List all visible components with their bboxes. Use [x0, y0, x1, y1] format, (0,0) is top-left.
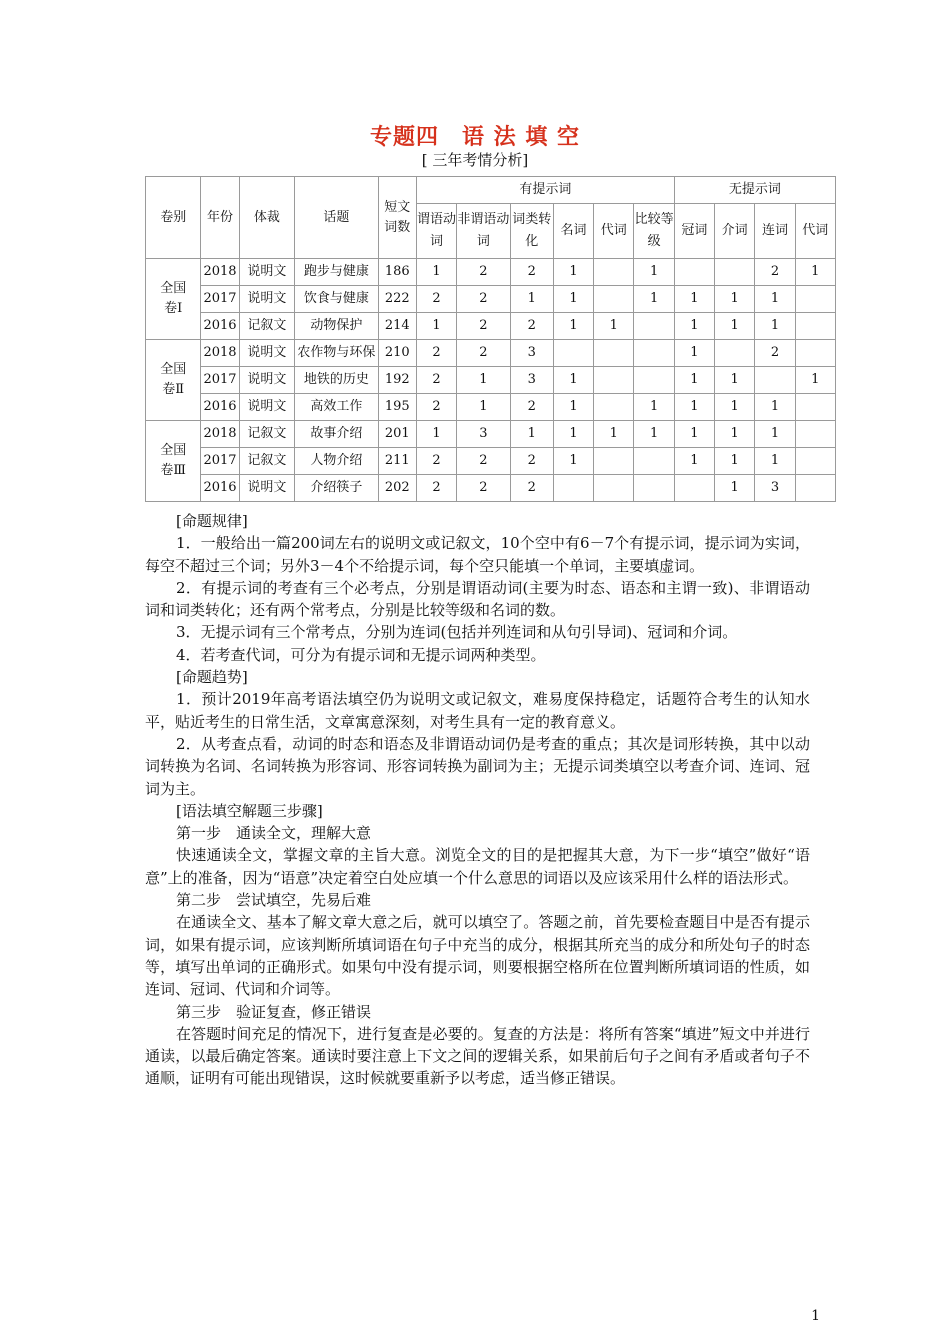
cell-year: 2018: [201, 421, 239, 448]
table-row: [146, 367, 836, 394]
cell-count-9: [795, 448, 835, 475]
cell-count-9: [795, 394, 835, 421]
cell-count-7: 1: [715, 367, 755, 394]
cell-count-4: 1: [594, 421, 634, 448]
cell-genre: 说明文: [239, 259, 294, 286]
subheader-with-hint-4: 代词: [594, 204, 634, 259]
cell-genre: 说明文: [239, 394, 294, 421]
cell-count-7: 1: [715, 286, 755, 313]
cell-year: 2017: [201, 367, 239, 394]
cell-count-3: 1: [553, 313, 593, 340]
cell-genre: 说明文: [239, 286, 294, 313]
cell-count-2: 2: [510, 448, 553, 475]
cell-count-1: 2: [457, 475, 510, 502]
cell-count-6: [674, 259, 714, 286]
cell-count-9: 1: [795, 259, 835, 286]
cell-count-2: 1: [510, 286, 553, 313]
volume-label: 全国卷Ⅲ: [146, 421, 201, 502]
cell-count-1: 1: [457, 367, 510, 394]
cell-topic: 动物保护: [295, 313, 379, 340]
cell-count-1: 2: [457, 286, 510, 313]
table-row: [146, 340, 836, 367]
paragraph: 3．无提示词有三个常考点，分别为连词(包括并列连词和从句引导词)、冠词和介词。: [176, 623, 738, 642]
cell-count-5: [634, 475, 674, 502]
cell-topic: 高效工作: [295, 394, 379, 421]
cell-topic: 地铁的历史: [295, 367, 379, 394]
subheader-with-hint-5: 比较等级: [634, 204, 674, 259]
header-volume: 卷别: [146, 177, 201, 259]
cell-count: 201: [378, 421, 416, 448]
cell-count-0: 2: [416, 340, 456, 367]
table-row: [146, 394, 836, 421]
cell-count-0: 1: [416, 259, 456, 286]
table-row: [146, 286, 836, 313]
cell-genre: 说明文: [239, 475, 294, 502]
cell-topic: 人物介绍: [295, 448, 379, 475]
paragraph: 第三步 验证复查，修正错误: [176, 1002, 372, 1021]
page-title: 专题四 语 法 填 空: [370, 125, 580, 150]
cell-count-4: [594, 475, 634, 502]
cell-count-0: 1: [416, 421, 456, 448]
subheader-with-hint-2: 词类转化: [510, 204, 553, 259]
paragraph: 2．有提示词的考查有三个必考点，分别是谓语动词(主要为时态、语态和主谓一致)、非谓语动词和词类转化；还有两个常考点，分别是比较等级和名词的数。: [145, 578, 810, 620]
cell-count-2: 2: [510, 259, 553, 286]
cell-count: 186: [378, 259, 416, 286]
cell-count-5: 1: [634, 259, 674, 286]
cell-count-3: [553, 475, 593, 502]
cell-genre: 说明文: [239, 340, 294, 367]
cell-count-7: 1: [715, 475, 755, 502]
cell-count-6: 1: [674, 394, 714, 421]
cell-count-3: 1: [553, 394, 593, 421]
cell-count-1: 2: [457, 259, 510, 286]
cell-count-8: [755, 367, 795, 394]
cell-count-1: 2: [457, 340, 510, 367]
cell-count-4: 1: [594, 313, 634, 340]
cell-year: 2017: [201, 448, 239, 475]
cell-count-3: 1: [553, 421, 593, 448]
cell-count-2: 3: [510, 340, 553, 367]
subheader-with-hint-1: 非谓语动词: [457, 204, 510, 259]
cell-count-6: 1: [674, 286, 714, 313]
subheader-without-hint-2: 连词: [755, 204, 795, 259]
section-subtitle: [ 三年考情分析]: [421, 151, 529, 169]
body-text: [145, 510, 810, 1090]
paragraph: 第一步 通读全文，理解大意: [176, 824, 372, 843]
paragraph: 第二步 尝试填空，先易后难: [176, 891, 372, 910]
table-row: [146, 421, 836, 448]
cell-genre: 记叙文: [239, 448, 294, 475]
cell-genre: 记叙文: [239, 421, 294, 448]
cell-count-2: 3: [510, 367, 553, 394]
cell-count: 211: [378, 448, 416, 475]
cell-count: 192: [378, 367, 416, 394]
table-row: [146, 448, 836, 475]
cell-count-8: 1: [755, 313, 795, 340]
cell-topic: 介绍筷子: [295, 475, 379, 502]
cell-count-6: 1: [674, 313, 714, 340]
volume-label: 全国卷Ⅰ: [146, 259, 201, 340]
table-row: [146, 475, 836, 502]
cell-count-8: 2: [755, 340, 795, 367]
cell-count-0: 1: [416, 313, 456, 340]
cell-count-9: [795, 475, 835, 502]
cell-topic: 跑步与健康: [295, 259, 379, 286]
cell-year: 2018: [201, 259, 239, 286]
cell-year: 2016: [201, 475, 239, 502]
cell-count-1: 2: [457, 448, 510, 475]
cell-count-0: 2: [416, 475, 456, 502]
cell-count: 214: [378, 313, 416, 340]
subheader-with-hint-3: 名词: [553, 204, 593, 259]
cell-count-0: 2: [416, 367, 456, 394]
cell-count-7: [715, 340, 755, 367]
cell-topic: 故事介绍: [295, 421, 379, 448]
table-row: [146, 313, 836, 340]
cell-count-0: 2: [416, 448, 456, 475]
cell-count-5: [634, 340, 674, 367]
cell-topic: 饮食与健康: [295, 286, 379, 313]
cell-count-4: [594, 448, 634, 475]
subheader-without-hint-0: 冠词: [674, 204, 714, 259]
cell-count-4: [594, 286, 634, 313]
cell-count-0: 2: [416, 394, 456, 421]
cell-count-8: 3: [755, 475, 795, 502]
cell-count-4: [594, 367, 634, 394]
exam-analysis-table: [145, 176, 836, 502]
cell-count-1: 2: [457, 313, 510, 340]
cell-count-3: 1: [553, 367, 593, 394]
subheader-without-hint-1: 介词: [715, 204, 755, 259]
cell-count-7: 1: [715, 421, 755, 448]
volume-label: 全国卷Ⅱ: [146, 340, 201, 421]
cell-count-2: 2: [510, 394, 553, 421]
cell-count-8: 1: [755, 394, 795, 421]
cell-count: 202: [378, 475, 416, 502]
cell-year: 2018: [201, 340, 239, 367]
paragraph: 2．从考查点看，动词的时态和语态及非谓语动词仍是考查的重点；其次是词形转换，其中以动词转换为名词、名词转换为形容词、形容词转换为副词为主；无提示词类填空以考查介词、连词、冠词为主。: [145, 734, 810, 798]
cell-count-6: 1: [674, 421, 714, 448]
cell-count-7: 1: [715, 448, 755, 475]
cell-count: 222: [378, 286, 416, 313]
cell-count-8: 1: [755, 286, 795, 313]
cell-count-6: 1: [674, 340, 714, 367]
cell-count-2: 2: [510, 313, 553, 340]
paragraph: 在通读全文、基本了解文章大意之后，就可以填空了。答题之前，首先要检查题目中是否有提示词，如果有提示词，应该判断所填词语在句子中充当的成分，根据其所充当的成分和所处句子的时态等，填写出单词的正确形式。如果句中没有提示词，则要根据空格所在位置判断所填词语的性质，如连词、冠词、代词和介词等。: [145, 913, 810, 999]
header-with-hint: 有提示词: [416, 177, 674, 204]
cell-count-5: 1: [634, 421, 674, 448]
header-genre: 体裁: [239, 177, 294, 259]
cell-count-9: [795, 421, 835, 448]
cell-count-2: 1: [510, 421, 553, 448]
table-row: [146, 259, 836, 286]
cell-count-3: 1: [553, 286, 593, 313]
paragraph: 4．若考查代词，可分为有提示词和无提示词两种类型。: [176, 645, 546, 664]
cell-count-9: 1: [795, 367, 835, 394]
cell-year: 2017: [201, 286, 239, 313]
paragraph: [命题规律]: [176, 512, 248, 530]
cell-count-5: [634, 448, 674, 475]
cell-count-3: [553, 340, 593, 367]
cell-count: 195: [378, 394, 416, 421]
cell-topic: 农作物与环保: [295, 340, 379, 367]
cell-year: 2016: [201, 313, 239, 340]
cell-count-0: 2: [416, 286, 456, 313]
cell-genre: 记叙文: [239, 313, 294, 340]
cell-year: 2016: [201, 394, 239, 421]
cell-count-3: 1: [553, 259, 593, 286]
table-body: [146, 259, 836, 502]
paragraph: [语法填空解题三步骤]: [176, 801, 323, 820]
paragraph: 1．预计2019年高考语法填空仍为说明文或记叙文，难易度保持稳定，话题符合考生的认知水平，贴近考生的日常生活，文章寓意深刻，对考生具有一定的教育意义。: [145, 690, 810, 731]
cell-count-6: 1: [674, 448, 714, 475]
paragraph: 快速通读全文，掌握文章的主旨大意。浏览全文的目的是把握其大意，为下一步“填空”做好“语意”上的准备，因为“语意”决定着空白处应填一个什么意思的词语以及应该采用什么样的语法形式。: [145, 846, 810, 887]
cell-count-4: [594, 340, 634, 367]
paragraph: 1．一般给出一篇200词左右的说明文或记叙文，10个空中有6－7个有提示词，提示词为实词，每空不超过三个词；另外3－4个不给提示词，每个空只能填一个单词，主要填虚词。: [145, 534, 810, 575]
cell-count-4: [594, 259, 634, 286]
cell-count-4: [594, 394, 634, 421]
cell-count-9: [795, 340, 835, 367]
cell-count-5: [634, 367, 674, 394]
cell-count-8: 1: [755, 448, 795, 475]
header-word-count: 短文词数: [378, 177, 416, 259]
cell-count-5: [634, 313, 674, 340]
cell-count-8: 2: [755, 259, 795, 286]
cell-count-2: 2: [510, 475, 553, 502]
subheader-without-hint-3: 代词: [795, 204, 835, 259]
cell-genre: 说明文: [239, 367, 294, 394]
header-year: 年份: [201, 177, 239, 259]
page-number: 1: [811, 1308, 820, 1324]
header-topic: 话题: [295, 177, 379, 259]
cell-count-5: 1: [634, 286, 674, 313]
cell-count-8: 1: [755, 421, 795, 448]
cell-count-5: 1: [634, 394, 674, 421]
cell-count-3: 1: [553, 448, 593, 475]
subheader-with-hint-0: 谓语动词: [416, 204, 456, 259]
cell-count-1: 1: [457, 394, 510, 421]
cell-count-7: 1: [715, 313, 755, 340]
header-without-hint: 无提示词: [674, 177, 835, 204]
cell-count-7: 1: [715, 394, 755, 421]
cell-count-9: [795, 313, 835, 340]
cell-count-7: [715, 259, 755, 286]
cell-count: 210: [378, 340, 416, 367]
cell-count-6: [674, 475, 714, 502]
cell-count-6: 1: [674, 367, 714, 394]
paragraph: 在答题时间充足的情况下，进行复查是必要的。复查的方法是：将所有答案“填进”短文中并进行通读，以最后确定答案。通读时要注意上下文之间的逻辑关系，如果前后句子之间有矛盾或者句子不通顺，证明有可能出现错误，这时候就要重新予以考虑，适当修正错误。: [145, 1024, 810, 1088]
cell-count-1: 3: [457, 421, 510, 448]
paragraph: [命题趋势]: [176, 668, 248, 687]
cell-count-9: [795, 286, 835, 313]
